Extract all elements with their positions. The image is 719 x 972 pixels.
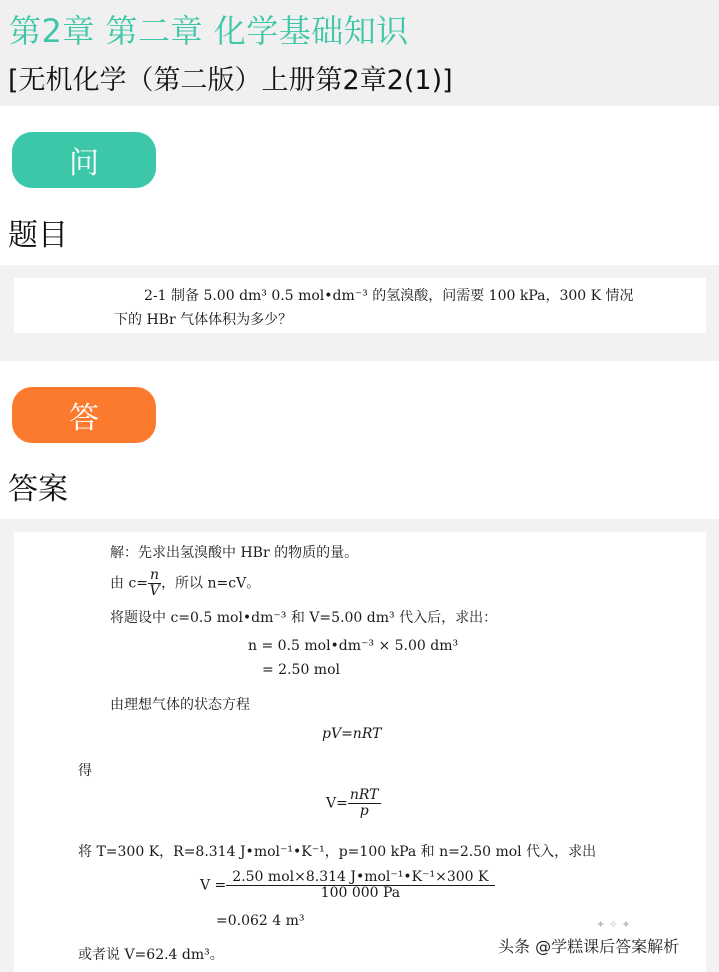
solution-line: 或者说 V=62.4 dm³。 — [78, 947, 224, 963]
solution-line: =0.062 4 m³ — [216, 913, 305, 929]
chapter-title: 第2章 第二章 化学基础知识 — [9, 12, 409, 50]
formula-text: 由 c= — [110, 575, 149, 592]
fraction — [348, 788, 381, 819]
solution-line — [326, 788, 381, 819]
solution-line: 由理想气体的状态方程 — [110, 697, 250, 713]
fraction-denominator: p — [359, 803, 369, 819]
answer-scan — [14, 532, 706, 972]
solution-line: 将 T=300 K，R=8.314 J•mol⁻¹•K⁻¹，p=100 kPa 和 n=2.50 mol 代入，求出 — [78, 844, 597, 860]
answer-pill: 答 — [12, 387, 156, 443]
problem-text-line-1: 2-1 制备 5.00 dm³ 0.5 mol•dm⁻³ 的氢溴酸，问需要 100 kPa，300 K 情况 — [144, 288, 634, 304]
solution-line — [110, 568, 260, 599]
solution-line: 得 — [78, 763, 92, 779]
fraction-numerator: n — [150, 567, 160, 583]
answer-section-label: 答案 — [8, 472, 68, 507]
formula-text: V = — [200, 877, 227, 894]
watermark-ghost-mark: ✦ ✧ ✦ — [596, 918, 631, 931]
header — [0, 0, 719, 106]
fraction-denominator: 100 000 Pa — [320, 885, 401, 901]
problem-text-line-2: 下的 HBr 气体体积为多少？ — [114, 312, 293, 328]
solution-line: 将题设中 c=0.5 mol•dm⁻³ 和 V=5.00 dm³ 代入后，求出： — [110, 610, 498, 626]
formula-text: V= — [326, 795, 348, 812]
solution-line: 解：先求出氢溴酸中 HBr 的物质的量。 — [110, 545, 359, 561]
source-watermark: 头条 @学糕课后答案解析 — [498, 937, 680, 956]
question-pill: 问 — [12, 132, 156, 188]
fraction-denominator: V — [149, 583, 160, 599]
ideal-gas-equation: pV=nRT — [322, 726, 382, 742]
book-subtitle: [无机化学（第二版）上册第2章2(1)] — [8, 65, 453, 96]
fraction — [226, 870, 494, 901]
question-scan — [14, 278, 706, 333]
formula-text: ，所以 n=cV。 — [161, 575, 261, 592]
fraction-numerator: 2.50 mol×8.314 J•mol⁻¹•K⁻¹×300 K — [226, 870, 494, 886]
fraction — [148, 568, 161, 599]
solution-line — [200, 870, 495, 901]
question-section-label: 题目 — [8, 218, 68, 253]
fraction-numerator: nRT — [349, 787, 379, 803]
solution-line: = 2.50 mol — [262, 662, 340, 678]
solution-line: n = 0.5 mol•dm⁻³ × 5.00 dm³ — [248, 638, 459, 654]
